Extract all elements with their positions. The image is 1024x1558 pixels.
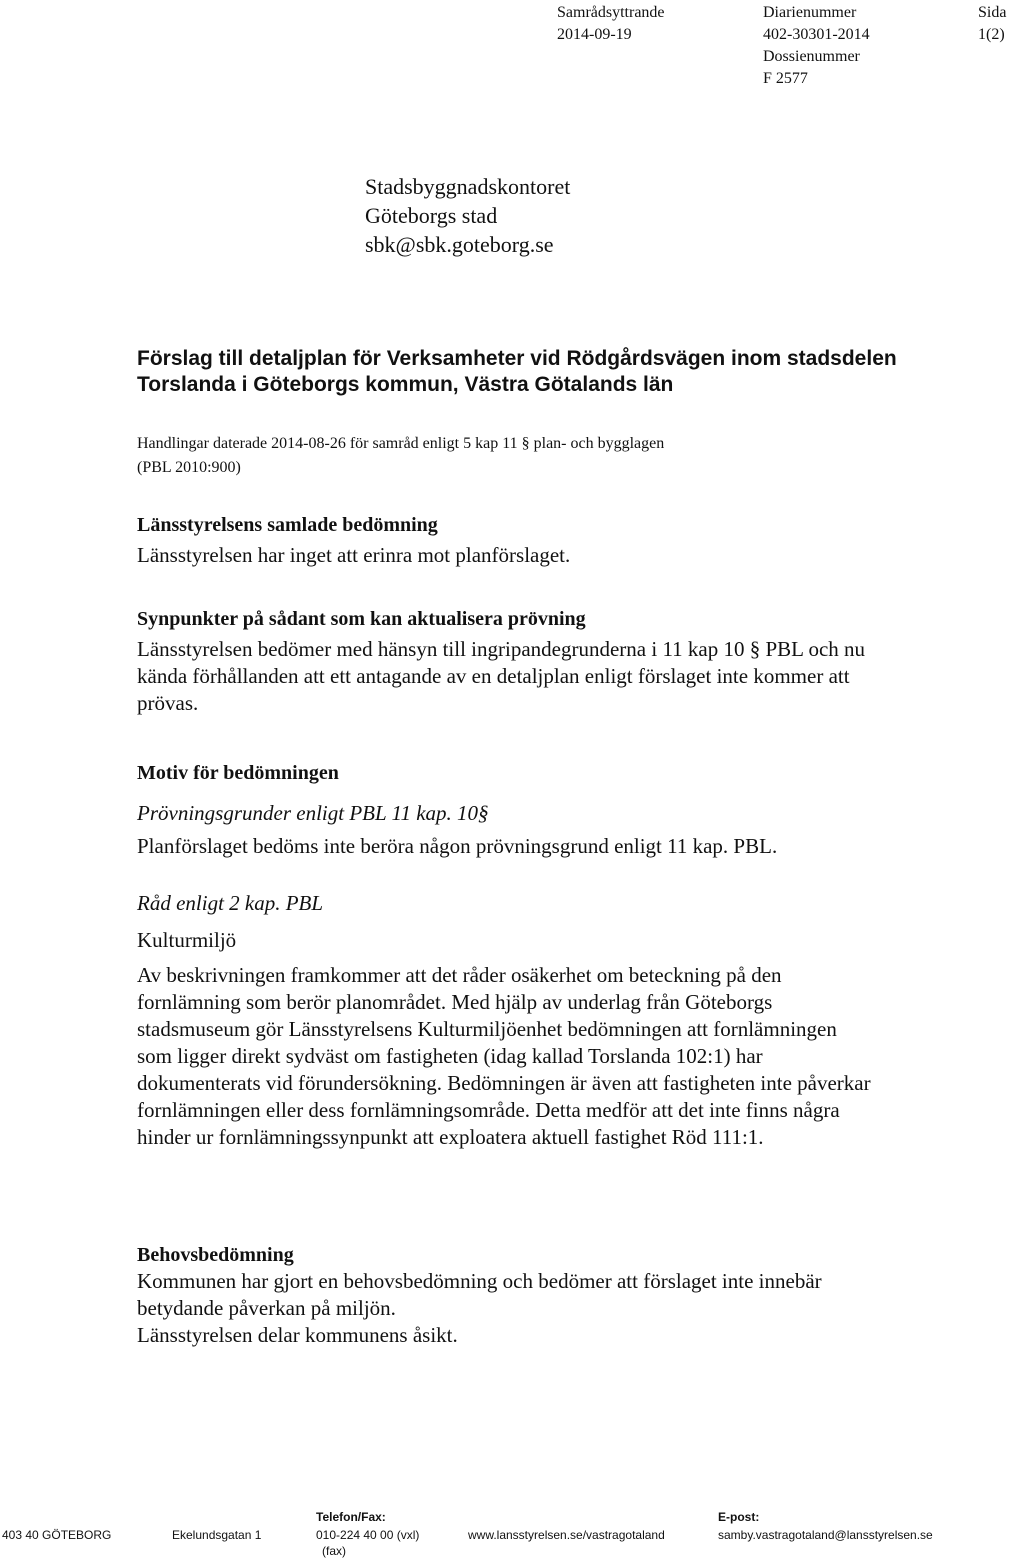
footer-email-link[interactable]: samby.vastragotaland@lansstyrelsen.se (718, 1528, 933, 1542)
synpunkter-text: Länsstyrelsen bedömer med hänsyn till ingripandegrunderna i 11 kap 10 § PBL och nu kända förhållanden att ett antagande av en detaljplan enligt förslaget inte kommer att prövas. (137, 637, 866, 715)
samlade-text: Länsstyrelsen har inget att erinra mot planförslaget. (137, 543, 571, 567)
recipient-email: sbk@sbk.goteborg.se (365, 232, 554, 257)
document-subtitle (137, 432, 897, 480)
sida-value: 1(2) (978, 26, 1005, 43)
motiv-subheading: Prövningsgrunder enligt PBL 11 kap. 10§ (137, 801, 489, 825)
section-synpunkter (137, 606, 872, 717)
document-title: Förslag till detaljplan för Verksamheter vid Rödgårdsvägen inom stadsdelen Torslanda i Göteborgs kommun, Västra Götalands län (137, 347, 897, 396)
rad-topic: Kulturmiljö (137, 928, 237, 952)
header-numbers (763, 2, 870, 90)
subtitle-line-1: Handlingar daterade 2014-08-26 för samråd enligt 5 kap 11 § plan- och bygglagen (137, 435, 665, 452)
synpunkter-heading: Synpunkter på sådant som kan aktualisera prövning (137, 608, 586, 630)
section-rad (137, 890, 872, 1151)
subtitle-line-2: (PBL 2010:900) (137, 459, 241, 476)
behov-heading: Behovsbedömning (137, 1244, 294, 1266)
section-behov (137, 1242, 872, 1349)
footer-fax: (fax) (322, 1544, 346, 1558)
diarienummer-value: 402-30301-2014 (763, 26, 870, 43)
motiv-heading: Motiv för bedömningen (137, 762, 339, 784)
footer-phone: 010-224 40 00 (vxl) (316, 1528, 420, 1542)
diarienummer-label: Diarienummer (763, 4, 857, 21)
footer-postal: 403 40 GÖTEBORG (2, 1528, 112, 1542)
sida-label: Sida (978, 4, 1007, 21)
motiv-text: Planförslaget bedöms inte beröra någon prövningsgrund enligt 11 kap. PBL. (137, 834, 778, 858)
footer-street: Ekelundsgatan 1 (172, 1528, 262, 1542)
behov-text-2: Länsstyrelsen delar kommunens åsikt. (137, 1323, 458, 1347)
behov-text-1: Kommunen har gjort en behovsbedömning och bedömer att förslaget inte innebär betydande påverkan på miljön. (137, 1269, 822, 1320)
footer-email-label: E-post: (718, 1510, 760, 1524)
footer-web-link[interactable]: www.lansstyrelsen.se/vastragotaland (468, 1528, 665, 1542)
samradsyttrande-label: Samrådsyttrande (557, 4, 665, 21)
dossienummer-label: Dossienummer (763, 48, 860, 65)
page-footer (0, 1508, 1024, 1556)
recipient-city: Göteborgs stad (365, 203, 498, 228)
header-page (978, 2, 1006, 46)
rad-subheading: Råd enligt 2 kap. PBL (137, 891, 324, 915)
header-type (557, 2, 665, 46)
section-samlade (137, 512, 897, 569)
footer-phone-label: Telefon/Fax: (316, 1510, 386, 1524)
dossienummer-value: F 2577 (763, 70, 808, 87)
recipient-block (365, 172, 570, 259)
recipient-office: Stadsbyggnadskontoret (365, 174, 571, 199)
document-date: 2014-09-19 (557, 26, 632, 43)
section-motiv (137, 760, 897, 860)
samlade-heading: Länsstyrelsens samlade bedömning (137, 514, 438, 536)
rad-text: Av beskrivningen framkommer att det råder osäkerhet om beteckning på den fornlämning som berör planområdet. Med hjälp av underlag från Göteborgs stadsmuseum gör Länsstyrelsens Kulturmiljöenhet bedömningen att fornlämningen som ligger direkt sydväst om fastigheten (idag kallad Torslanda 102:1) har dokumenterats vid förundersökning. Bedömningen är även att fastigheten inte påverkar fornlämningen eller dess fornlämningsområde. Detta medför att det inte finns några hinder ur fornlämningssynpunkt att exploatera aktuell fastighet Röd 111:1. (137, 963, 871, 1149)
